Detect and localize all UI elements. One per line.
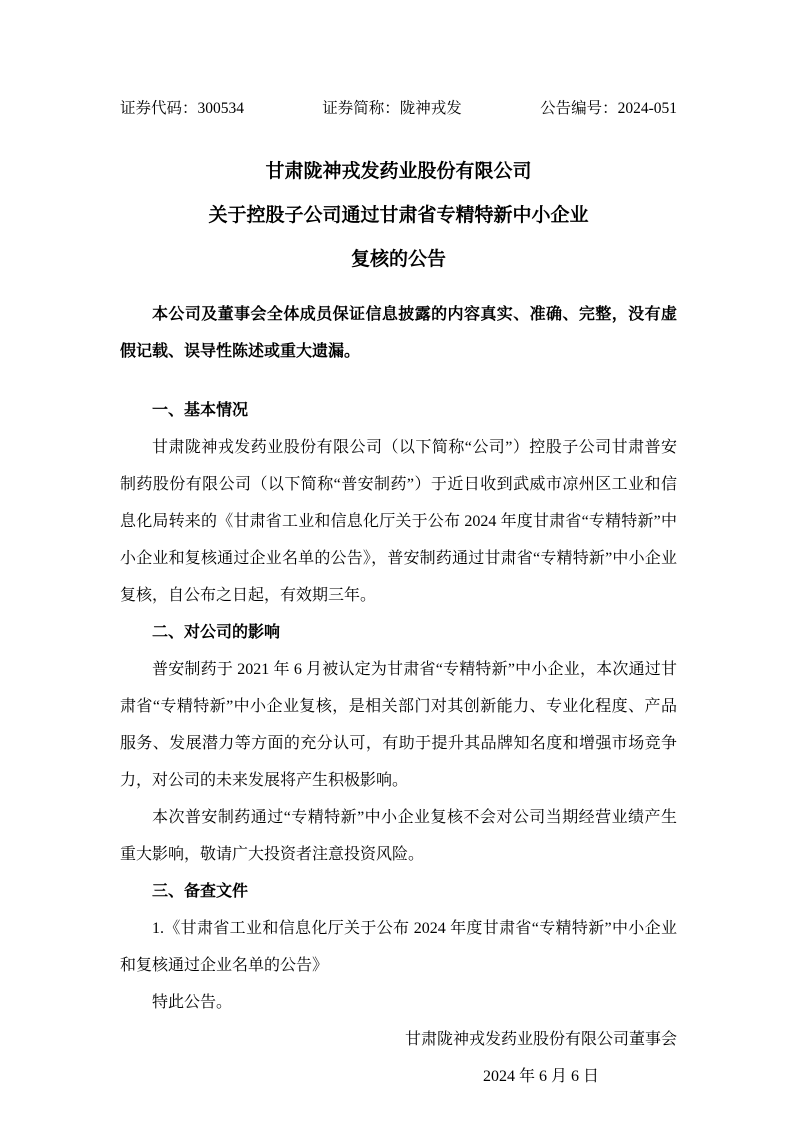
title-line-2: 关于控股子公司通过甘肃省专精特新中小企业 xyxy=(208,205,589,226)
document-header xyxy=(120,98,677,120)
declaration-paragraph: 本公司及董事会全体成员保证信息披露的内容真实、准确、完整，没有虚假记载、误导性陈述或重大遗漏。 xyxy=(120,306,677,360)
title-line-3: 复核的公告 xyxy=(350,249,446,270)
signature-inner xyxy=(405,1021,677,1095)
section-2-paragraph-2: 本次普安制药通过“专精特新”中小企业复核不会对公司当期经营业绩产生重大影响，敬请广大投资者注意投资风险。 xyxy=(120,809,677,863)
signature-date: 2024 年 6 月 6 日 xyxy=(482,1068,599,1085)
closing-line: 特此公告。 xyxy=(152,994,233,1011)
announcement-number: 公告编号：2024-051 xyxy=(540,100,677,117)
section-reference-documents xyxy=(120,873,677,1021)
section-2-paragraph-1: 普安制药于 2021 年 6 月被认定为甘肃省“专精特新”中小企业，本次通过甘肃省“专精特新”中小企业复核，是相关部门对其创新能力、专业化程度、产品服务、发展潜力等方面的充分认可，有助于提升其品牌知名度和增强市场竞争力，对公司的未来发展将产生积极影响。 xyxy=(120,661,677,789)
section-1-paragraph-1: 甘肃陇神戎发药业股份有限公司（以下简称“公司”）控股子公司甘肃普安制药股份有限公司（以下简称“普安制药”）于近日收到武威市凉州区工业和信息化局转来的《甘肃省工业和信息化厅关于公布 2024 年度甘肃省“专精特新”中小企业和复核通过企业名单的公告》，普安制药通过甘肃省“专精特新”中小企业复核，自公布之日起，有效期三年。 xyxy=(120,439,677,604)
section-heading-3: 三、备查文件 xyxy=(152,883,249,900)
title-line-1: 甘肃陇神戎发药业股份有限公司 xyxy=(265,161,532,182)
section-impact xyxy=(120,614,677,873)
signature-company: 甘肃陇神戎发药业股份有限公司董事会 xyxy=(404,1031,677,1048)
stock-short-name: 证券简称：陇神戎发 xyxy=(322,100,462,117)
section-3-paragraph-1: 1.《甘肃省工业和信息化厅关于公布 2024 年度甘肃省“专精特新”中小企业和复核通过企业名单的公告》 xyxy=(120,920,677,974)
document-title xyxy=(120,150,677,282)
section-heading-1: 一、基本情况 xyxy=(152,402,249,419)
section-heading-2: 二、对公司的影响 xyxy=(152,624,281,641)
signature-block xyxy=(120,1021,677,1095)
stock-code: 证券代码：300534 xyxy=(120,100,245,117)
section-basic-info xyxy=(120,392,677,614)
